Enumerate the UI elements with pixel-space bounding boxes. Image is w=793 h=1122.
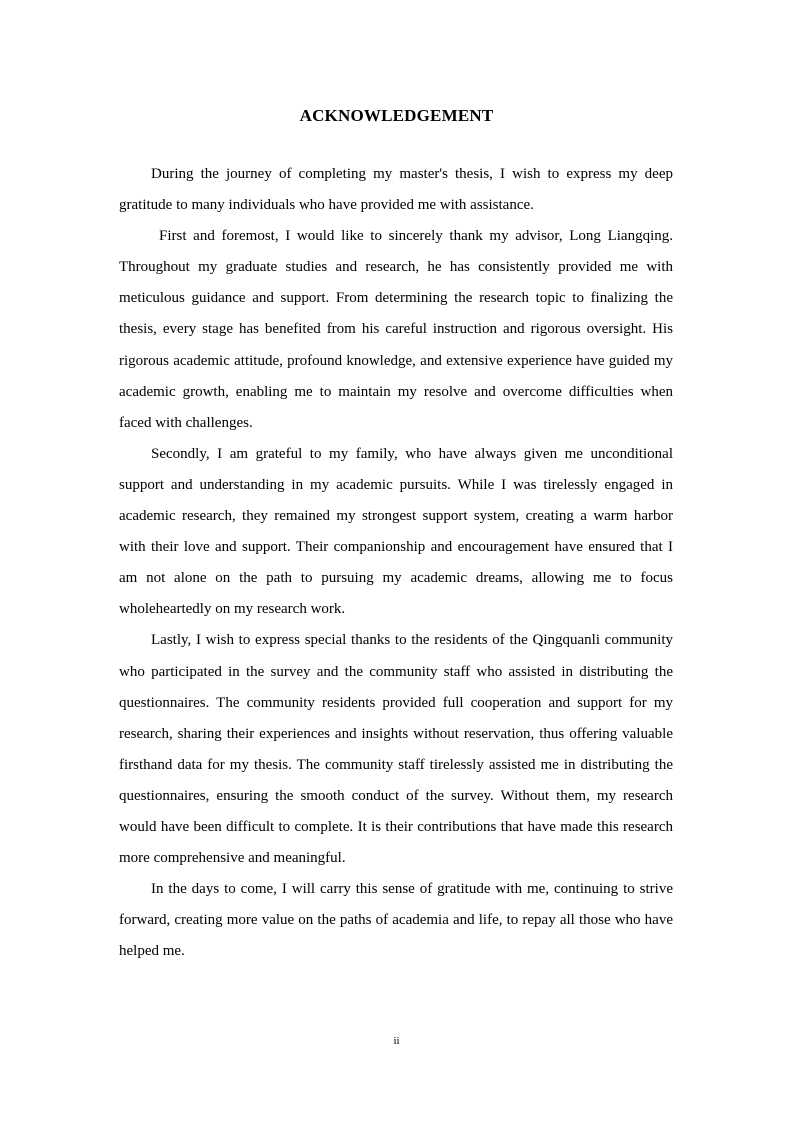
paragraph-closing: In the days to come, I will carry this sense of gratitude with me, continuing to strive forward, creating more value on the paths of academia and life, to repay all those who have helped me. (119, 881, 673, 960)
acknowledgement-body (119, 159, 673, 967)
page-number: ii (393, 1035, 400, 1047)
paragraph-family: Secondly, I am grateful to my family, who have always given me unconditional support and understanding in my academic pursuits. While I was tirelessly engaged in academic research, they remained my strongest support system, creating a warm harbor with their love and support. Their companionship and encouragement have ensured that I am not alone on the path to pursuing my academic dreams, allowing me to focus wholeheartedly on my research work. (119, 445, 673, 618)
paragraph-intro: During the journey of completing my master's thesis, I wish to express my deep gratitude to many individuals who have provided me with assistance. (119, 166, 673, 214)
page-title: ACKNOWLEDGEMENT (299, 106, 494, 125)
paragraph-community: Lastly, I wish to express special thanks to the residents of the Qingquanli community who participated in the survey and the community staff who assisted in distributing the questionnaires. The community residents provided full cooperation and support for my research, sharing their experiences and insights without reservation, thus offering valuable firsthand data for my thesis. The community staff tirelessly assisted me in distributing the questionnaires, ensuring the smooth conduct of the survey. Without them, my research would have been difficult to complete. It is their contributions that have made this research more comprehensive and meaningful. (119, 632, 673, 867)
paragraph-advisor: First and foremost, I would like to sincerely thank my advisor, Long Liangqing. Throughout my graduate studies and research, he has consistently provided me with meticulous guidance and support. From determining the research topic to finalizing the thesis, every stage has benefited from his careful instruction and rigorous oversight. His rigorous academic attitude, profound knowledge, and extensive experience have guided my academic growth, enabling me to maintain my resolve and overcome difficulties when faced with challenges. (119, 228, 673, 431)
